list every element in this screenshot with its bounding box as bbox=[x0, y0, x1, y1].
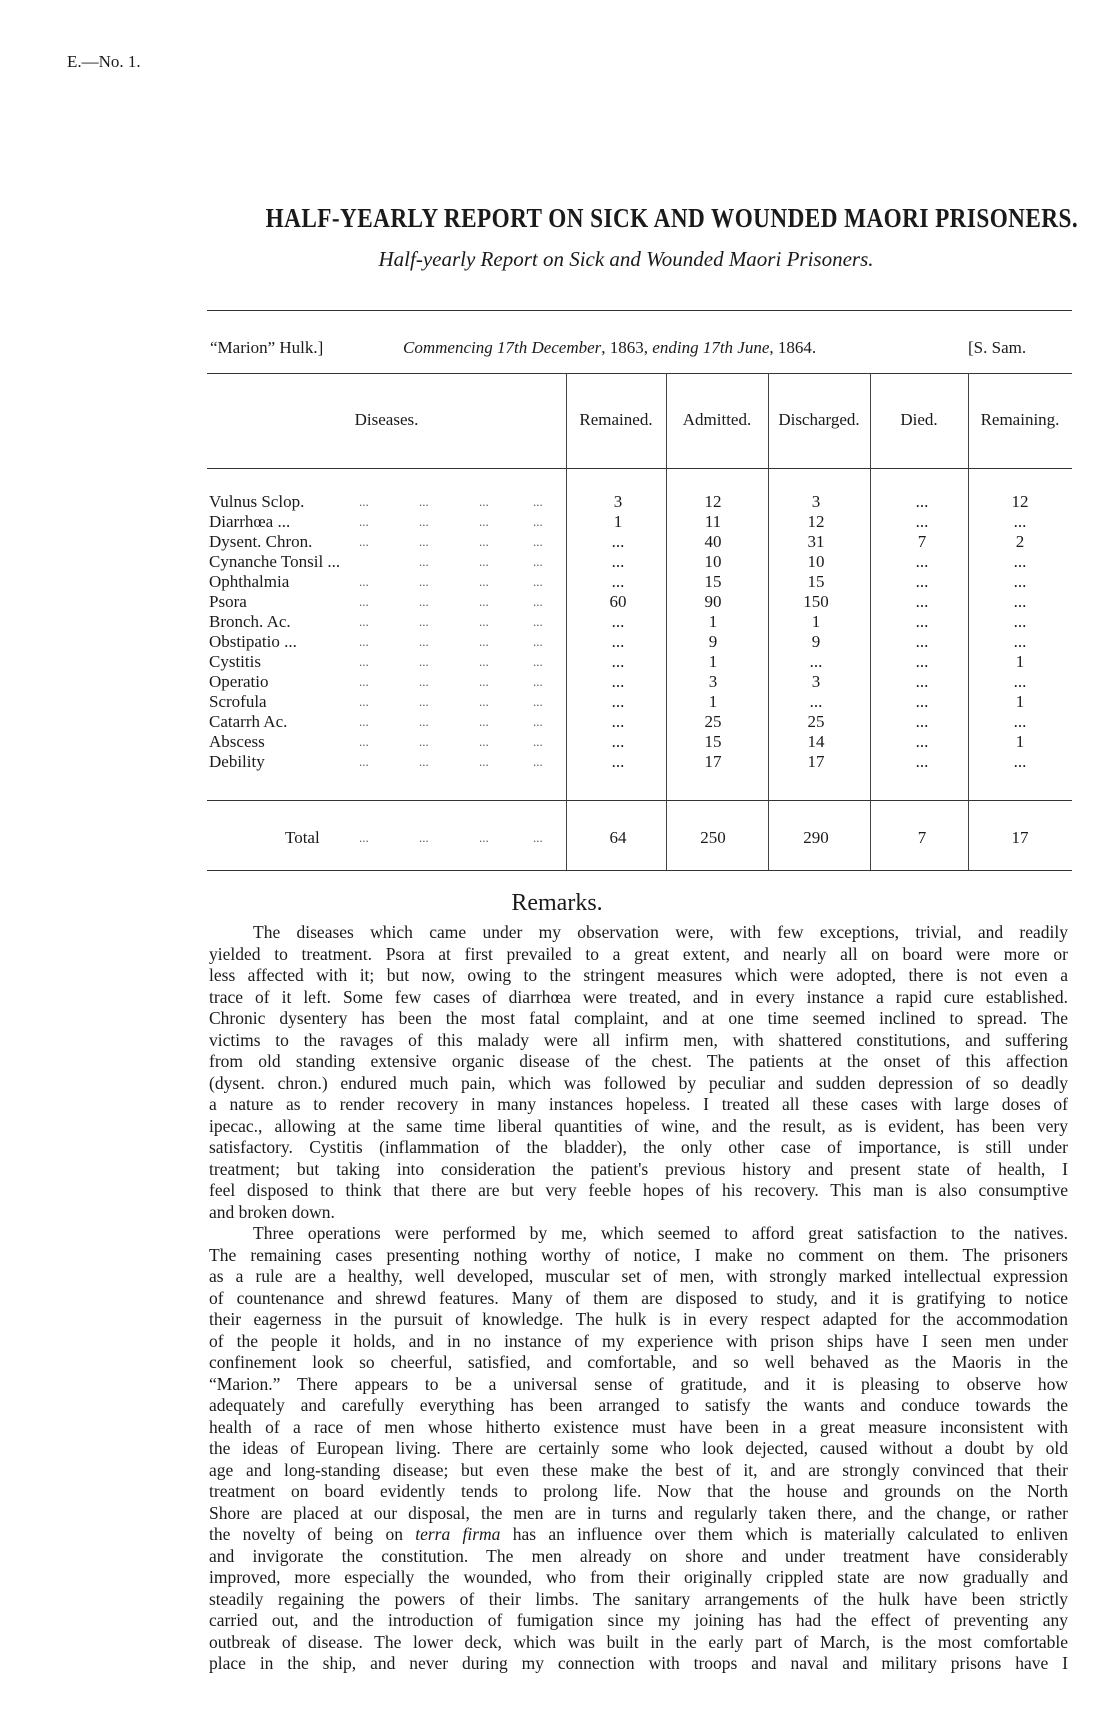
dot-leader: ... bbox=[533, 594, 543, 609]
cell-discharged: 3 bbox=[811, 492, 821, 511]
disease-name: Bronch. Ac. bbox=[209, 612, 291, 631]
dot-leader: ... bbox=[359, 830, 369, 845]
column-divider bbox=[968, 373, 969, 870]
total-admitted: 250 bbox=[700, 828, 726, 847]
dot-leader: ... bbox=[479, 494, 489, 509]
disease-name: Abscess bbox=[209, 732, 265, 751]
cell-remaining: 1 bbox=[1015, 692, 1025, 711]
cell-admitted: 15 bbox=[704, 732, 722, 751]
dot-leader: ... bbox=[359, 754, 369, 769]
dot-leader: ... bbox=[359, 634, 369, 649]
dot-leader: ... bbox=[533, 534, 543, 549]
dot-leader: ... bbox=[533, 654, 543, 669]
ending-year: , 1864. bbox=[769, 338, 817, 357]
cell-died: ... bbox=[915, 572, 929, 591]
cell-remaining: ... bbox=[1013, 712, 1027, 731]
cell-died: ... bbox=[915, 592, 929, 611]
cell-remained: ... bbox=[611, 752, 625, 771]
cell-remained: ... bbox=[611, 732, 625, 751]
dot-leader: ... bbox=[533, 734, 543, 749]
disease-name: Psora bbox=[209, 592, 247, 611]
page-reference: E.—No. 1. bbox=[67, 52, 141, 71]
dot-leader: ... bbox=[419, 674, 429, 689]
column-divider bbox=[666, 373, 667, 870]
remarks-line: The remaining cases presenting nothing worthy of notice, I make no comment on them. The prisoners bbox=[209, 1244, 1068, 1265]
cell-remained: ... bbox=[611, 612, 625, 631]
remarks-line: trace of it left. Some few cases of diarrhœa were treated, and in every instance a rapid cure established. bbox=[209, 986, 1068, 1007]
remarks-line: treatment; but taking into consideration the patient's previous history and present state of health, I bbox=[209, 1158, 1068, 1179]
cell-admitted: 40 bbox=[704, 532, 722, 551]
cell-discharged: ... bbox=[809, 652, 823, 671]
column-divider bbox=[768, 373, 769, 870]
cell-died: ... bbox=[915, 672, 929, 691]
cell-remained: ... bbox=[611, 692, 625, 711]
cell-discharged: 31 bbox=[807, 532, 825, 551]
cell-died: ... bbox=[915, 552, 929, 571]
cell-died: 7 bbox=[917, 532, 927, 551]
cell-remained: 1 bbox=[613, 512, 623, 531]
page-title: HALF-YEARLY REPORT ON SICK AND WOUNDED MAORI PRISONERS. bbox=[265, 203, 1079, 233]
commencing-year: , 1863, bbox=[601, 338, 653, 357]
disease-name: Cynanche Tonsil ... bbox=[209, 552, 341, 571]
cell-admitted: 9 bbox=[708, 632, 718, 651]
remarks-line: improved, more especially the wounded, who from their originally crippled state are now gradually and bbox=[209, 1567, 1068, 1587]
remarks-line: “Marion.” There appears to be a universal sense of gratitude, and it is pleasing to observe how bbox=[209, 1373, 1068, 1394]
remarks-line: health of a race of men whose hitherto existence must have been in a great measure inconsistent with bbox=[209, 1416, 1068, 1437]
cell-discharged: 14 bbox=[807, 732, 825, 751]
cell-died: ... bbox=[915, 632, 929, 651]
cell-discharged: 1 bbox=[811, 612, 821, 631]
cell-died: ... bbox=[915, 692, 929, 711]
cell-remaining: 1 bbox=[1015, 732, 1025, 751]
cell-admitted: 10 bbox=[704, 552, 722, 571]
cell-discharged: 10 bbox=[807, 552, 825, 571]
cell-remained: 60 bbox=[609, 592, 627, 611]
dot-leader: ... bbox=[479, 734, 489, 749]
total-remaining: 17 bbox=[1011, 828, 1029, 847]
cell-died: ... bbox=[915, 612, 929, 631]
dot-leader: ... bbox=[533, 694, 543, 709]
dot-leader: ... bbox=[419, 694, 429, 709]
remarks-line: their eagerness in the pursuit of knowledge. The hulk is in every respect adapted for the accommodation bbox=[209, 1309, 1068, 1329]
column-header-remained: Remained. bbox=[579, 410, 653, 429]
cell-admitted: 1 bbox=[708, 652, 718, 671]
dot-leader: ... bbox=[419, 494, 429, 509]
cell-remained: ... bbox=[611, 712, 625, 731]
commencing-date: 17th December bbox=[496, 338, 602, 357]
disease-name: Operatio bbox=[209, 672, 269, 691]
dot-leader: ... bbox=[359, 574, 369, 589]
dot-leader: ... bbox=[479, 754, 489, 769]
dot-leader: ... bbox=[419, 594, 429, 609]
total-label: Total bbox=[285, 828, 320, 847]
remarks-line: The diseases which came under my observation were, with few exceptions, trivial, and readily bbox=[253, 922, 1068, 942]
dot-leader: ... bbox=[479, 574, 489, 589]
dot-leader: ... bbox=[359, 494, 369, 509]
cell-remained: ... bbox=[611, 552, 625, 571]
disease-name: Scrofula bbox=[209, 692, 267, 711]
dot-leader: ... bbox=[359, 534, 369, 549]
cell-admitted: 1 bbox=[708, 612, 718, 631]
total-died: 7 bbox=[917, 828, 927, 847]
cell-remained: ... bbox=[611, 572, 625, 591]
remarks-line: yielded to treatment. Psora at first prevailed to a great extent, and nearly all on board were more or bbox=[209, 943, 1068, 964]
dot-leader: ... bbox=[479, 514, 489, 529]
ending-label: ending bbox=[652, 338, 699, 357]
cell-discharged: 9 bbox=[811, 632, 821, 651]
dot-leader: ... bbox=[419, 574, 429, 589]
remarks-line: less affected with it; but now, owing to the stringent measures which were adopted, there is not even a bbox=[209, 965, 1068, 985]
dot-leader: ... bbox=[533, 714, 543, 729]
dot-leader: ... bbox=[533, 514, 543, 529]
column-divider bbox=[566, 373, 567, 870]
cell-remaining: ... bbox=[1013, 672, 1027, 691]
divider bbox=[207, 310, 1072, 311]
column-header-diseases: Diseases. bbox=[354, 410, 419, 429]
page-subtitle: Half-yearly Report on Sick and Wounded Maori Prisoners. bbox=[378, 247, 874, 271]
remarks-line: and broken down. bbox=[209, 1201, 335, 1222]
column-header-died: Died. bbox=[900, 410, 938, 429]
header-rule bbox=[207, 468, 1072, 469]
cell-remaining: 1 bbox=[1015, 652, 1025, 671]
cell-admitted: 11 bbox=[704, 512, 722, 531]
dot-leader: ... bbox=[533, 830, 543, 845]
cell-died: ... bbox=[915, 512, 929, 531]
remarks-line: as a rule are a healthy, well developed, muscular set of men, with strongly marked intellectual expression bbox=[209, 1266, 1068, 1286]
cell-discharged: 150 bbox=[803, 592, 829, 611]
dot-leader: ... bbox=[479, 534, 489, 549]
cell-admitted: 3 bbox=[708, 672, 718, 691]
dot-leader: ... bbox=[359, 514, 369, 529]
cell-admitted: 12 bbox=[704, 492, 722, 511]
cell-admitted: 15 bbox=[704, 572, 722, 591]
dot-leader: ... bbox=[479, 694, 489, 709]
disease-name: Vulnus Sclop. bbox=[209, 492, 305, 511]
italic-phrase: terra firma bbox=[415, 1524, 501, 1544]
cell-discharged: ... bbox=[809, 692, 823, 711]
cell-admitted: 1 bbox=[708, 692, 718, 711]
dot-leader: ... bbox=[419, 534, 429, 549]
remarks-body bbox=[209, 922, 1068, 1675]
dot-leader: ... bbox=[419, 754, 429, 769]
column-divider bbox=[870, 373, 871, 870]
remarks-line: satisfactory. Cystitis (inflammation of the bladder), the only other case of importance, is still under bbox=[209, 1137, 1068, 1157]
dot-leader: ... bbox=[359, 694, 369, 709]
dot-leader: ... bbox=[479, 674, 489, 689]
remarks-line: age and long-standing disease; but even these make the best of it, and are strongly convinced that their bbox=[209, 1459, 1068, 1480]
disease-name: Debility bbox=[209, 752, 265, 771]
remarks-line: of the people it holds, and in no instance of my experience with prison ships have I seen men under bbox=[209, 1330, 1068, 1351]
dot-leader: ... bbox=[533, 614, 543, 629]
cell-died: ... bbox=[915, 712, 929, 731]
disease-name: Obstipatio ... bbox=[209, 632, 297, 651]
dot-leader: ... bbox=[419, 554, 429, 569]
cell-discharged: 3 bbox=[811, 672, 821, 691]
cell-remaining: 12 bbox=[1011, 492, 1029, 511]
cell-died: ... bbox=[915, 732, 929, 751]
column-header-admitted: Admitted. bbox=[682, 410, 752, 429]
remarks-line: and invigorate the constitution. The men already on shore and under treatment have considerably bbox=[209, 1545, 1068, 1566]
remarks-line: a nature as to render recovery in many instances hopeless. I treated all these cases with large doses of bbox=[209, 1094, 1068, 1114]
dot-leader: ... bbox=[533, 634, 543, 649]
remarks-line: carried out, and the introduction of fumigation since my joining has had the effect of preventing any bbox=[209, 1610, 1068, 1630]
dot-leader: ... bbox=[359, 734, 369, 749]
dot-leader: ... bbox=[479, 614, 489, 629]
total-rule bbox=[207, 800, 1072, 801]
dot-leader: ... bbox=[479, 594, 489, 609]
ship-name: “Marion” Hulk.] bbox=[210, 338, 324, 357]
cell-admitted: 90 bbox=[704, 592, 722, 611]
cell-remained: 3 bbox=[613, 492, 623, 511]
remarks-line: adequately and carefully everything has been arranged to satisfy the wants and conduce towards the bbox=[209, 1395, 1068, 1415]
commencing-label: Commencing bbox=[403, 338, 493, 357]
cell-remaining: ... bbox=[1013, 752, 1027, 771]
remarks-heading: Remarks. bbox=[511, 890, 603, 916]
remarks-line: the novelty of being on terra firma has an influence over them which is materially calculated to enliven bbox=[209, 1524, 1068, 1544]
disease-name: Dysent. Chron. bbox=[209, 532, 313, 551]
cell-discharged: 12 bbox=[807, 512, 825, 531]
dot-leader: ... bbox=[533, 554, 543, 569]
report-period bbox=[403, 338, 816, 358]
column-header-remaining: Remaining. bbox=[980, 410, 1060, 429]
remarks-line: confinement look so cheerful, satisfied, and comfortable, and so well behaved as the Maoris in the bbox=[209, 1352, 1068, 1372]
disease-name: Cystitis bbox=[209, 652, 261, 671]
cell-discharged: 25 bbox=[807, 712, 825, 731]
dot-leader: ... bbox=[479, 654, 489, 669]
cell-died: ... bbox=[915, 492, 929, 511]
disease-name: Ophthalmia bbox=[209, 572, 290, 591]
remarks-line: from old standing extensive organic disease of the chest. The patients at the onset of this affection bbox=[209, 1051, 1068, 1071]
dot-leader: ... bbox=[359, 654, 369, 669]
remarks-line: Shore are placed at our disposal, the men are in turns and regularly taken there, and the change, or rather bbox=[209, 1502, 1068, 1523]
dot-leader: ... bbox=[419, 514, 429, 529]
total-discharged: 290 bbox=[803, 828, 829, 847]
remarks-line: victims to the ravages of this malady were all infirm men, with shattered constitutions, and suffering bbox=[209, 1029, 1068, 1050]
cell-remaining: 2 bbox=[1015, 532, 1025, 551]
dot-leader: ... bbox=[479, 634, 489, 649]
cell-admitted: 17 bbox=[704, 752, 722, 771]
dot-leader: ... bbox=[479, 714, 489, 729]
cell-remaining: ... bbox=[1013, 552, 1027, 571]
dot-leader: ... bbox=[419, 734, 429, 749]
remarks-line: steadily regaining the powers of their limbs. The sanitary arrangements of the hulk have been strictly bbox=[209, 1588, 1068, 1609]
remarks-line: place in the ship, and never during my connection with troops and naval and military prisons have I bbox=[209, 1653, 1068, 1673]
cell-remaining: ... bbox=[1013, 512, 1027, 531]
dot-leader: ... bbox=[419, 714, 429, 729]
table-bottom-rule bbox=[207, 870, 1072, 871]
dot-leader: ... bbox=[419, 614, 429, 629]
remarks-line: treatment on board evidently tends to prolong life. Now that the house and grounds on the North bbox=[209, 1481, 1068, 1501]
disease-name: Diarrhœa ... bbox=[209, 512, 291, 531]
dot-leader: ... bbox=[533, 494, 543, 509]
dot-leader: ... bbox=[419, 634, 429, 649]
cell-remained: ... bbox=[611, 672, 625, 691]
signatory: [S. Sam. bbox=[968, 338, 1027, 357]
total-remained: 64 bbox=[609, 828, 627, 847]
remarks-line: (dysent. chron.) endured much pain, which was followed by peculiar and sudden depression of so deadly bbox=[209, 1072, 1068, 1093]
dot-leader: ... bbox=[359, 594, 369, 609]
dot-leader: ... bbox=[479, 554, 489, 569]
dot-leader: ... bbox=[419, 654, 429, 669]
cell-died: ... bbox=[915, 752, 929, 771]
cell-remaining: ... bbox=[1013, 572, 1027, 591]
cell-discharged: 17 bbox=[807, 752, 825, 771]
cell-admitted: 25 bbox=[704, 712, 722, 731]
divider bbox=[207, 373, 1072, 374]
cell-discharged: 15 bbox=[807, 572, 825, 591]
ending-date: 17th June bbox=[702, 338, 770, 357]
disease-name: Catarrh Ac. bbox=[209, 712, 288, 731]
remarks-line: Three operations were performed by me, which seemed to afford great satisfaction to the natives. bbox=[253, 1223, 1068, 1243]
cell-remaining: ... bbox=[1013, 612, 1027, 631]
remarks-line: the ideas of European living. There are certainly some who look dejected, caused without a doubt by old bbox=[209, 1438, 1068, 1458]
dot-leader: ... bbox=[479, 830, 489, 845]
remarks-line: Chronic dysentery has been the most fatal complaint, and at one time seemed inclined to spread. The bbox=[209, 1008, 1068, 1028]
cell-died: ... bbox=[915, 652, 929, 671]
dot-leader: ... bbox=[533, 754, 543, 769]
dot-leader: ... bbox=[359, 614, 369, 629]
remarks-line: outbreak of disease. The lower deck, which was built in the early part of March, is the most comfortable bbox=[209, 1631, 1068, 1652]
dot-leader: ... bbox=[419, 830, 429, 845]
dot-leader: ... bbox=[359, 674, 369, 689]
cell-remained: ... bbox=[611, 652, 625, 671]
cell-remained: ... bbox=[611, 532, 625, 551]
dot-leader: ... bbox=[359, 714, 369, 729]
dot-leader: ... bbox=[533, 574, 543, 589]
column-header-discharged: Discharged. bbox=[778, 410, 860, 429]
remarks-line: of countenance and shrewd features. Many of them are disposed to study, and it is gratifying to notice bbox=[209, 1287, 1068, 1308]
remarks-line: feel disposed to think that there are but very feeble hopes of his recovery. This man is also consumptive bbox=[209, 1180, 1068, 1200]
remarks-line: ipecac., allowing at the same time liberal quantities of wine, and the result, as is evident, has been very bbox=[209, 1115, 1068, 1136]
cell-remaining: ... bbox=[1013, 592, 1027, 611]
dot-leader: ... bbox=[533, 674, 543, 689]
cell-remaining: ... bbox=[1013, 632, 1027, 651]
cell-remained: ... bbox=[611, 632, 625, 651]
